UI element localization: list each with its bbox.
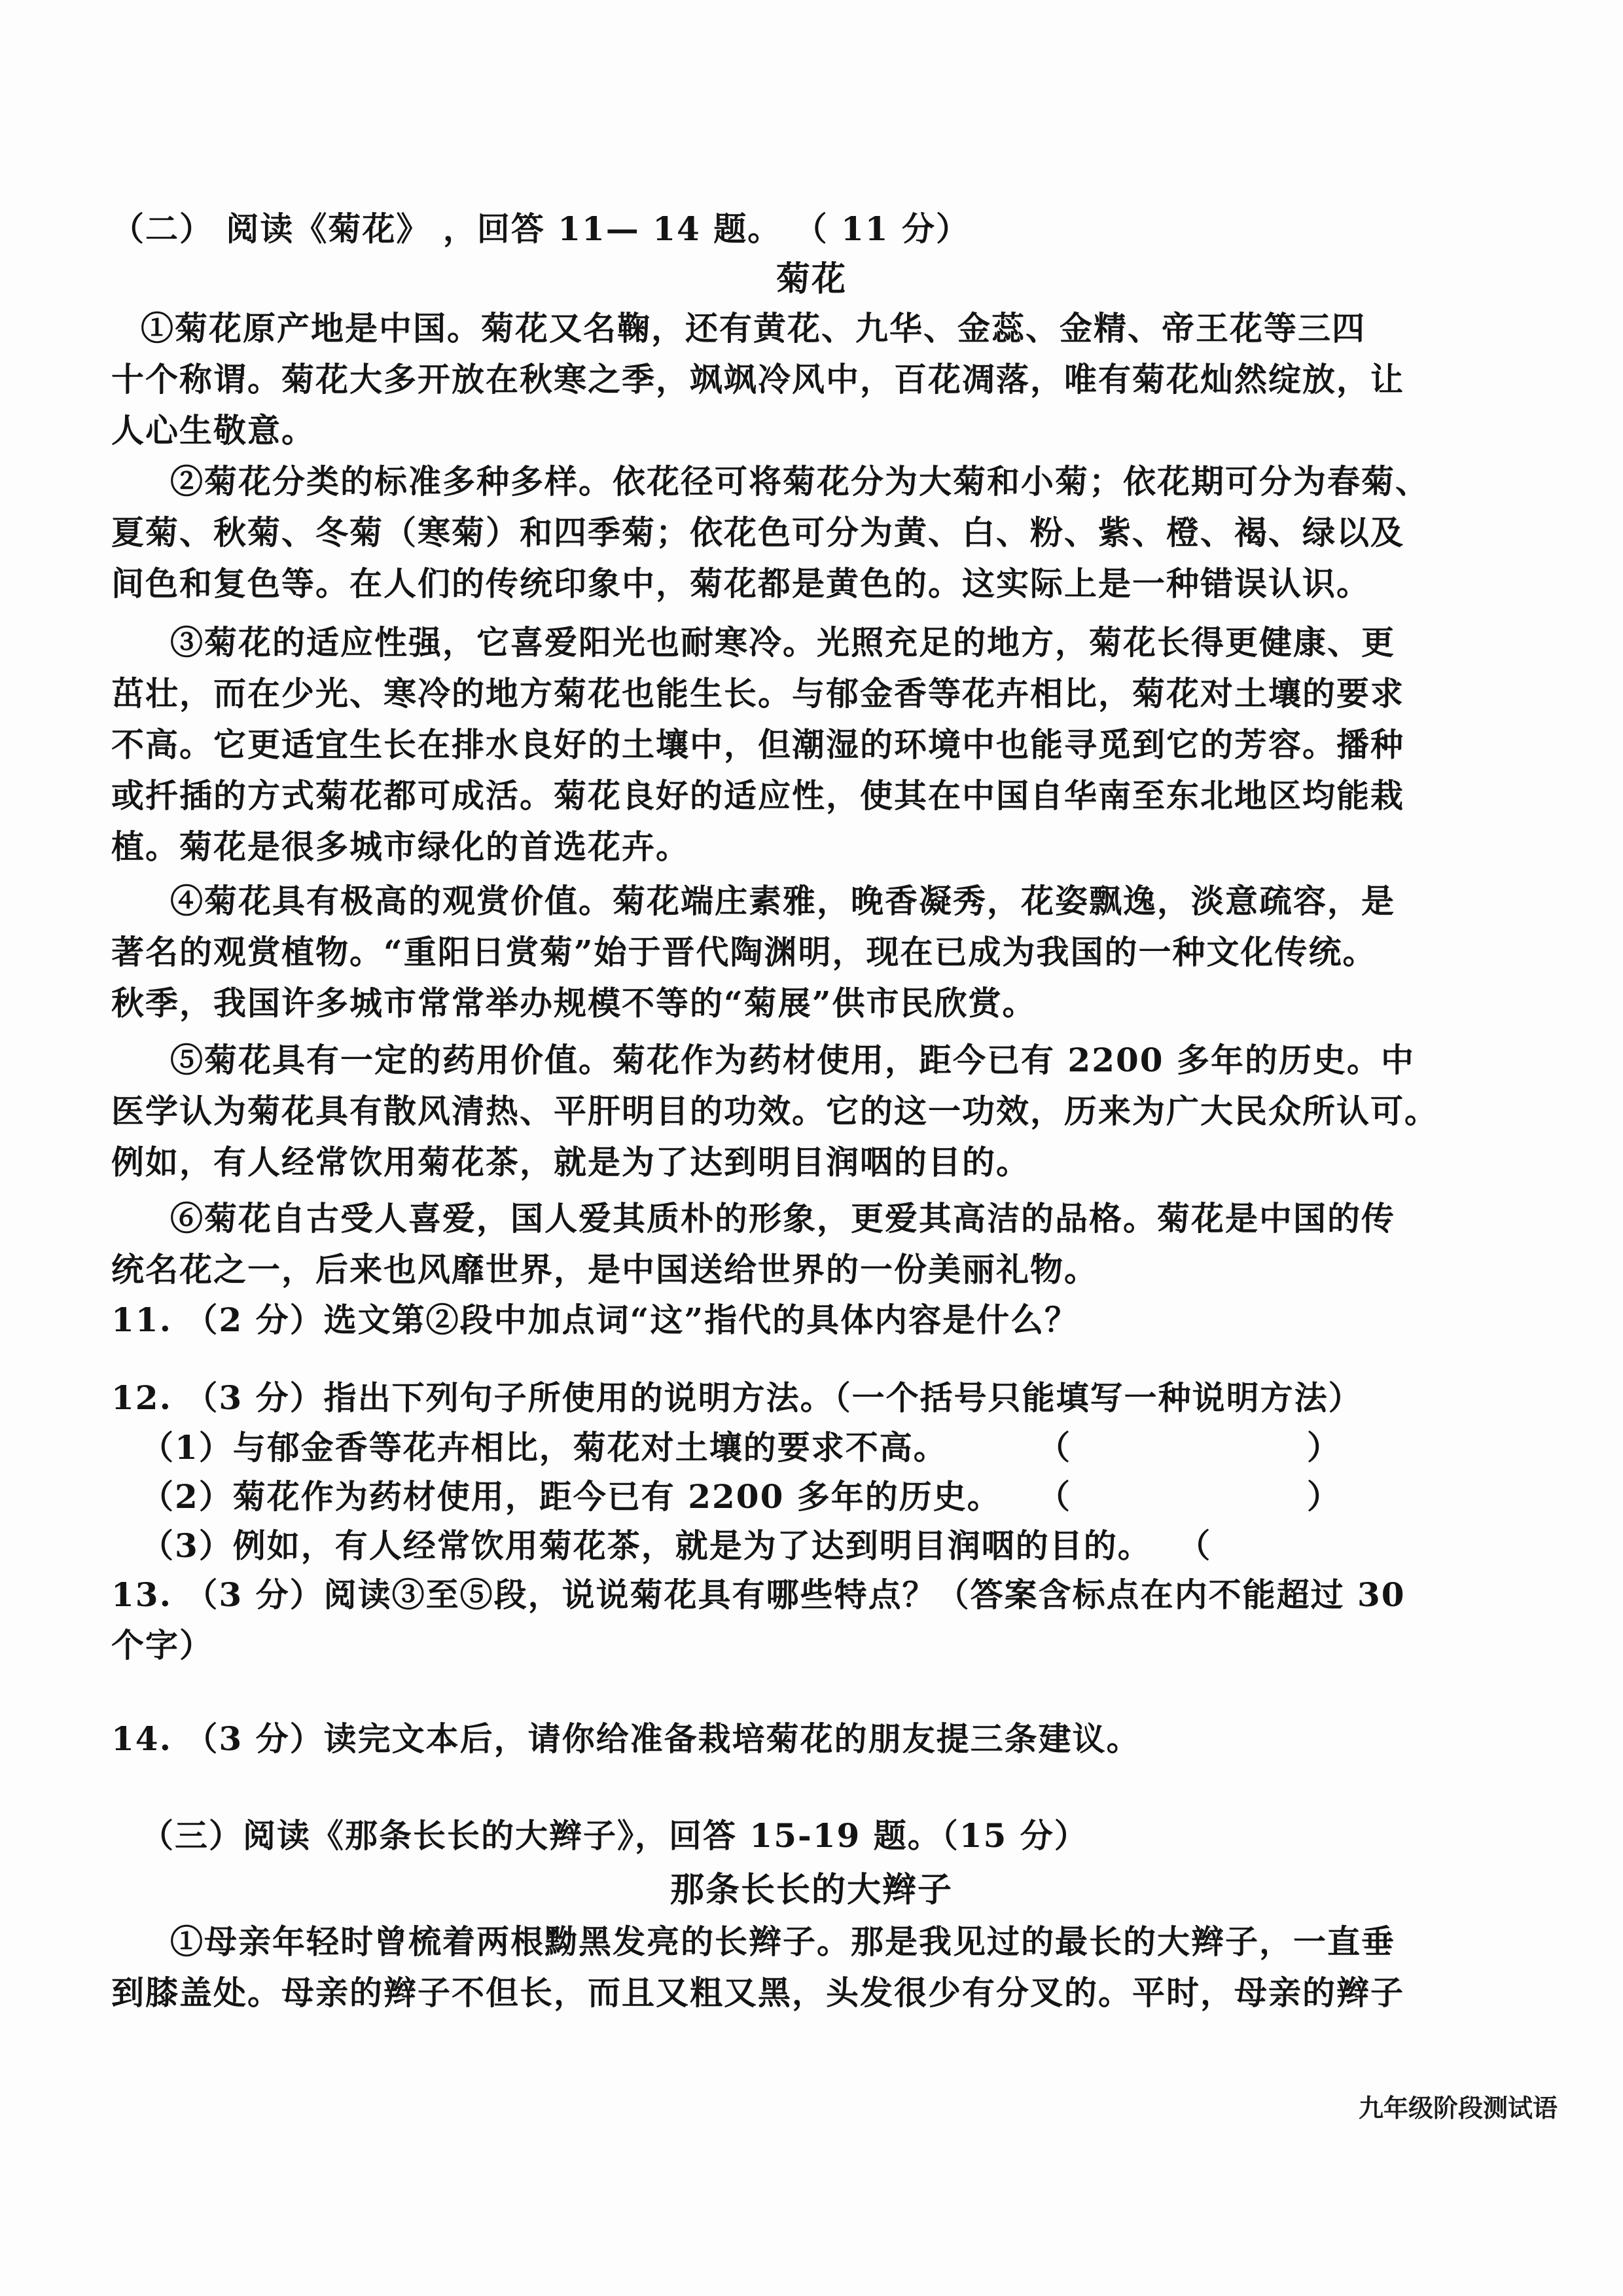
- question-11: 11. （2 分）选文第②段中加点词“这”指代的具体内容是什么？: [111, 1300, 1079, 1339]
- paragraph-line: 到膝盖处。母亲的辫子不但长，而且又粗又黑，头发很少有分叉的。平时，母亲的辫子: [111, 1973, 1404, 2012]
- question-13: 13. （3 分）阅读③至⑤段，说说菊花具有哪些特点？（答案含标点在内不能超过 30: [111, 1575, 1406, 1614]
- paragraph-line: 医学认为菊花具有散风清热、平肝明目的功效。它的这一功效，历来为广大民众所认可。: [111, 1092, 1438, 1130]
- question-12-item: [141, 1476, 1541, 1518]
- answer-blank[interactable]: （ ）: [1037, 1428, 1341, 1467]
- paragraph-line: 统名花之一，后来也风靡世界，是中国送给世界的一份美丽礼物。: [111, 1250, 1098, 1289]
- paragraph-line: ①菊花原产地是中国。菊花又名鞠，还有黄花、九华、金蕊、金精、帝王花等三四: [141, 309, 1366, 348]
- question-13-continued: 个字）: [111, 1626, 213, 1664]
- paragraph-line: ④菊花具有极高的观赏价值。菊花端庄素雅，晚香凝秀，花姿飘逸，淡意疏容，是: [170, 882, 1395, 920]
- paragraph-line: ②菊花分类的标准多种多样。依花径可将菊花分为大菊和小菊；依花期可分为春菊、: [170, 462, 1429, 501]
- paragraph-line: 秋季，我国许多城市常常举办规模不等的“菊展”供市民欣赏。: [111, 984, 1037, 1022]
- question-12-item-text: （2）菊花作为药材使用，距今已有 2200 多年的历史。: [141, 1477, 1001, 1516]
- paragraph-line: 或扦插的方式菊花都可成活。菊花良好的适应性，使其在中国自华南至东北地区均能栽: [111, 776, 1404, 815]
- paragraph-line: ①母亲年轻时曾梳着两根黝黑发亮的长辫子。那是我见过的最长的大辫子，一直垂: [170, 1922, 1395, 1961]
- section-3-heading: （三）阅读《那条长长的大辫子》，回答 15-19 题。（15 分）: [141, 1816, 1088, 1855]
- paragraph-line: 人心生敬意。: [111, 411, 315, 450]
- paragraph-line: ⑥菊花自古受人喜爱，国人爱其质朴的形象，更爱其高洁的品格。菊花是中国的传: [170, 1199, 1395, 1238]
- paragraph-line: 著名的观赏植物。“重阳日赏菊”始于晋代陶渊明，现在已成为我国的一种文化传统。: [111, 933, 1377, 971]
- paragraph-line: 植。菊花是很多城市绿化的首选花卉。: [111, 827, 690, 866]
- article-title-braid: 那条长长的大辫子: [669, 1870, 953, 1910]
- paragraph-line: ⑤菊花具有一定的药用价值。菊花作为药材使用，距今已有 2200 多年的历史。中: [170, 1041, 1415, 1079]
- question-12-item: [141, 1525, 1541, 1567]
- section-2-heading: （二） 阅读《菊花》 ，回答 11— 14 题。 （ 11 分）: [111, 209, 970, 248]
- paragraph-line: 间色和复色等。在人们的传统印象中，菊花都是黄色的。这实际上是一种错误认识。: [111, 564, 1370, 603]
- question-14: 14. （3 分）读完文本后，请你给准备栽培菊花的朋友提三条建议。: [111, 1719, 1141, 1758]
- paragraph-line: ③菊花的适应性强，它喜爱阳光也耐寒冷。光照充足的地方，菊花长得更健康、更: [170, 623, 1395, 662]
- question-12-item-text: （3）例如，有人经常饮用菊花茶，就是为了达到明目润咽的目的。: [141, 1526, 1152, 1565]
- article-title-chrysanthemum: 菊花: [776, 259, 847, 299]
- question-12-item-text: （1）与郁金香等花卉相比，菊花对土壤的要求不高。: [141, 1428, 948, 1467]
- paragraph-line: 茁壮，而在少光、寒冷的地方菊花也能生长。与郁金香等花卉相比，菊花对土壤的要求: [111, 674, 1404, 713]
- question-12: 12. （3 分）指出下列句子所使用的说明方法。（一个括号只能填写一种说明方法）: [111, 1378, 1363, 1417]
- paragraph-line: 夏菊、秋菊、冬菊（寒菊）和四季菊；依花色可分为黄、白、粉、紫、橙、褐、绿以及: [111, 513, 1404, 552]
- answer-blank[interactable]: （ ）: [1037, 1477, 1341, 1516]
- paragraph-line: 例如，有人经常饮用菊花茶，就是为了达到明目润咽的目的。: [111, 1143, 1030, 1181]
- paragraph-line: 十个称谓。菊花大多开放在秋寒之季，飒飒冷风中，百花凋落，唯有菊花灿然绽放，让: [111, 360, 1404, 399]
- question-12-item: [141, 1427, 1541, 1469]
- paragraph-line: 不高。它更适宜生长在排水良好的土壤中，但潮湿的环境中也能寻觅到它的芳容。播种: [111, 725, 1404, 764]
- page-footer: 九年级阶段测试语: [1358, 2094, 1558, 2123]
- answer-blank[interactable]: （: [1177, 1526, 1212, 1565]
